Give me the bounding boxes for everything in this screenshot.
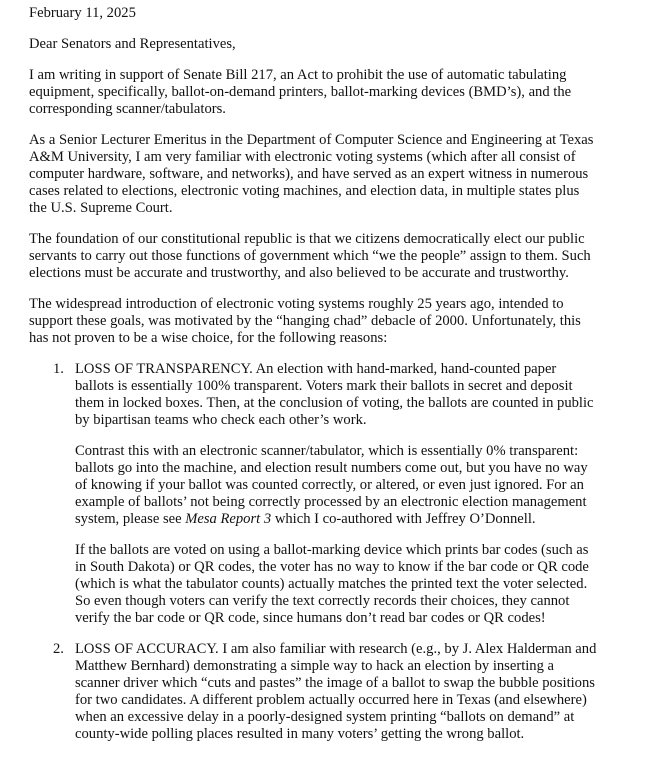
text-line: So even though voters can verify the text correctly records their choices, they cannot xyxy=(75,593,570,609)
text-line: verify the bar code or QR code, since humans don’t read bar codes or QR codes! xyxy=(75,610,546,626)
text-line: The widespread introduction of electronic voting systems roughly 25 years ago, intended to xyxy=(29,296,564,312)
letter-body xyxy=(29,67,596,347)
text-line: cases related to elections, electronic voting machines, and election data, in multiple states plus xyxy=(29,183,580,199)
text-line: the U.S. Supreme Court. xyxy=(29,200,173,216)
italic-title: Mesa Report 3 xyxy=(185,511,272,527)
paragraph xyxy=(29,231,596,282)
text-line: If the ballots are voted on using a ballot-marking device which prints bar codes (such as xyxy=(75,542,589,558)
list-item xyxy=(29,641,596,743)
text-line: has not proven to be a wise choice, for the following reasons: xyxy=(29,330,388,346)
text-line: As a Senior Lecturer Emeritus in the Department of Computer Science and Engineering at Texas xyxy=(29,132,594,148)
list-number: 2. xyxy=(53,641,64,657)
text-line: corresponding scanner/tabulators. xyxy=(29,101,226,117)
list-paragraph xyxy=(75,443,596,528)
text-line: for two candidates. A different problem actually occurred here in Texas (and elsewhere) xyxy=(75,692,587,708)
text-line: LOSS OF TRANSPARENCY. An election with hand-marked, hand-counted paper xyxy=(75,361,557,377)
list-paragraph xyxy=(75,361,596,429)
letter-date: February 11, 2025 xyxy=(29,5,136,21)
text-line: of knowing if your ballot was counted correctly, or altered, or even just ignored. For an xyxy=(75,477,584,493)
text-line: LOSS OF ACCURACY. I am also familiar with research (e.g., by J. Alex Halderman and xyxy=(75,641,597,657)
text-line: county-wide polling places resulted in many voters’ getting the wrong ballot. xyxy=(75,726,525,742)
text-line: computer hardware, software, and networks), and have served as an expert witness in numerous xyxy=(29,166,589,182)
list-item xyxy=(29,361,596,627)
text-line: (which is what the tabulator counts) actually matches the printed text the voter selected. xyxy=(75,576,588,592)
text-line: by bipartisan teams who check each other’s work. xyxy=(75,412,367,428)
text-line: when an excessive delay in a poorly-designed system printing “ballots on demand” at xyxy=(75,709,575,725)
text-line: in South Dakota) or QR codes, the voter has no way to know if the bar code or QR code xyxy=(75,559,589,575)
text-line: Contrast this with an electronic scanner/tabulator, which is essentially 0% transparent: xyxy=(75,443,579,459)
text-line: servants to carry out those functions of government which “we the people” assign to them. Such xyxy=(29,248,591,264)
numbered-list xyxy=(29,361,596,743)
salutation: Dear Senators and Representatives, xyxy=(29,36,236,52)
text-line: I am writing in support of Senate Bill 217, an Act to prohibit the use of automatic tabulating xyxy=(29,67,567,83)
paragraph xyxy=(29,67,596,118)
text-line: ballots is essentially 100% transparent. Voters mark their ballots in secret and deposit xyxy=(75,378,573,394)
text-line xyxy=(75,511,596,528)
paragraph xyxy=(29,296,596,347)
list-paragraph xyxy=(75,641,596,743)
text-line: The foundation of our constitutional republic is that we citizens democratically elect our public xyxy=(29,231,585,247)
text-line: them in locked boxes. Then, at the conclusion of voting, the ballots are counted in public xyxy=(75,395,594,411)
text-line: equipment, specifically, ballot-on-demand printers, ballot-marking devices (BMD’s), and the xyxy=(29,84,572,100)
paragraph xyxy=(29,132,596,217)
text-line: elections must be accurate and trustworthy, and also believed to be accurate and trustworthy. xyxy=(29,265,569,281)
letter xyxy=(29,5,596,757)
text-line: scanner driver which “cuts and pastes” the image of a ballot to swap the bubble positions xyxy=(75,675,595,691)
text-line: Matthew Bernhard) demonstrating a simple way to hack an election by inserting a xyxy=(75,658,555,674)
text-line: example of ballots’ not being correctly processed by an electronic election management xyxy=(75,494,587,510)
text-segment: which I co-authored with Jeffrey O’Donnell. xyxy=(271,511,536,527)
text-line: A&M University, I am very familiar with electronic voting systems (which after all consist of xyxy=(29,149,576,165)
text-line: support these goals, was motivated by the “hanging chad” debacle of 2000. Unfortunately, this xyxy=(29,313,581,329)
text-line: ballots go into the machine, and election result numbers come out, but you have no way xyxy=(75,460,588,476)
list-number: 1. xyxy=(53,361,64,377)
list-paragraph xyxy=(75,542,596,627)
text-segment: system, please see xyxy=(75,511,186,527)
